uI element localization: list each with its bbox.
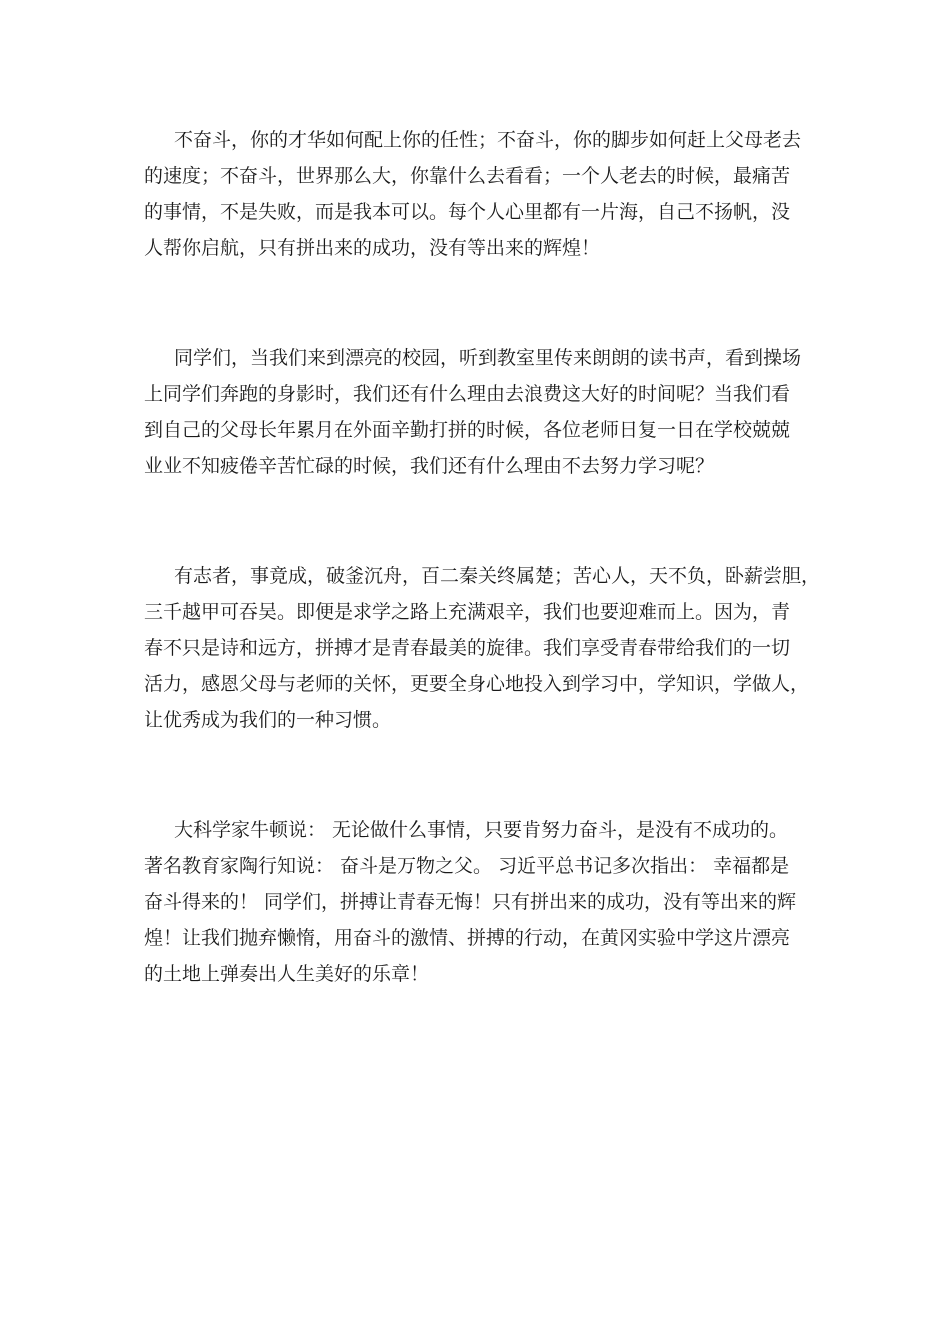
paragraph-line: 的速度；不奋斗，世界那么大，你靠什么去看看；一个人老去的时候，最痛苦 — [144, 165, 791, 187]
paragraph-line: 不奋斗，你的才华如何配上你的任性；不奋斗，你的脚步如何赶上父母老去 — [174, 129, 802, 151]
paragraph-line: 上同学们奔跑的身影时，我们还有什么理由去浪费这大好的时间呢？当我们看 — [144, 383, 791, 405]
paragraph-line: 的事情，不是失败，而是我本可以。每个人心里都有一片海，自己不扬帆，没 — [144, 201, 791, 223]
paragraph-line: 有志者，事竟成，破釜沉舟，百二秦关终属楚；苦心人，天不负，卧薪尝胆， — [174, 565, 821, 587]
paragraph-4 — [144, 812, 806, 992]
paragraph-line: 三千越甲可吞吴。即便是求学之路上充满艰辛，我们也要迎难而上。因为，青 — [144, 601, 791, 623]
paragraph-line: 大科学家牛顿说： 无论做什么事情，只要肯努力奋斗，是没有不成功的。 — [174, 819, 789, 841]
paragraph-line: 人帮你启航，只有拼出来的成功，没有等出来的辉煌！ — [144, 237, 601, 259]
paragraph-line: 煌！让我们抛弃懒惰，用奋斗的激情、拼搏的行动，在黄冈实验中学这片漂亮 — [144, 927, 791, 949]
paragraph-1 — [144, 122, 806, 266]
paragraph-2 — [144, 340, 806, 484]
paragraph-line: 著名教育家陶行知说： 奋斗是万物之父。 习近平总书记多次指出： 幸福都是 — [144, 855, 790, 877]
paragraph-line: 到自己的父母长年累月在外面辛勤打拼的时候，各位老师日复一日在学校兢兢 — [144, 419, 791, 441]
paragraph-line: 让优秀成为我们的一种习惯。 — [144, 709, 392, 731]
paragraph-line: 的土地上弹奏出人生美好的乐章！ — [144, 963, 430, 985]
paragraph-line: 春不只是诗和远方，拼搏才是青春最美的旋律。我们享受青春带给我们的一切 — [144, 637, 791, 659]
paragraph-line: 奋斗得来的！ 同学们，拼搏让青春无悔！只有拼出来的成功，没有等出来的辉 — [144, 891, 797, 913]
paragraph-3 — [144, 558, 821, 738]
paragraph-line: 同学们，当我们来到漂亮的校园，听到教室里传来朗朗的读书声，看到操场 — [174, 347, 802, 369]
paragraph-line: 业业不知疲倦辛苦忙碌的时候，我们还有什么理由不去努力学习呢？ — [144, 455, 715, 477]
paragraph-line: 活力，感恩父母与老师的关怀，更要全身心地投入到学习中，学知识，学做人， — [144, 673, 810, 695]
